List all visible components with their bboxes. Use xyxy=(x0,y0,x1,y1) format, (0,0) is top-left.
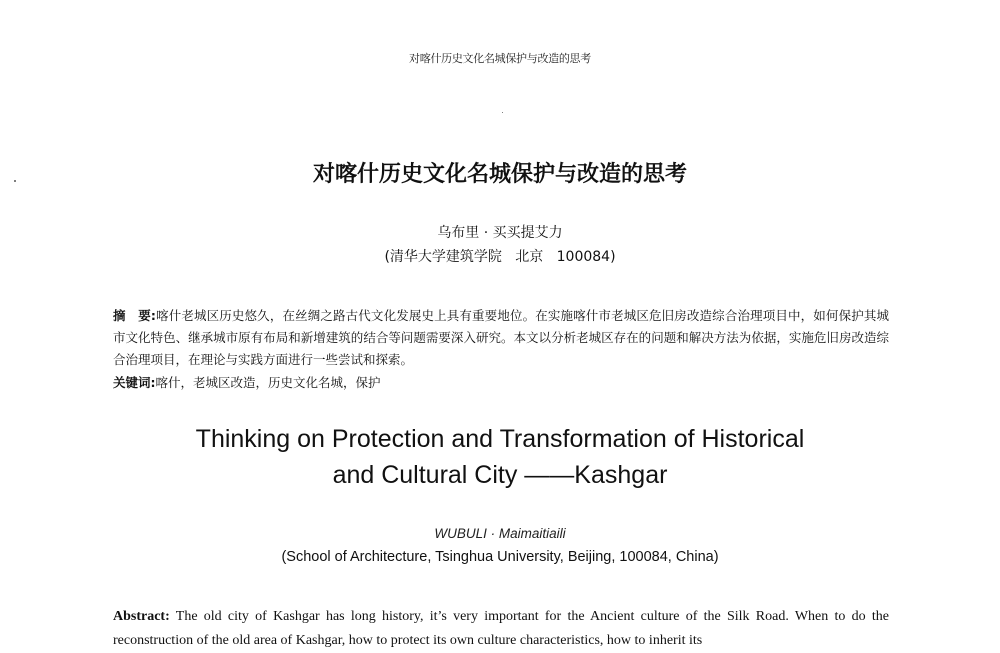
affiliation-cn-institution: 清华大学建筑学院 xyxy=(389,249,502,265)
keywords-cn-text: 喀什，老城区改造，历史文化名城，保护 xyxy=(155,375,381,390)
title-en-line2: and Cultural City ——Kashgar xyxy=(332,461,668,489)
abstract-en xyxy=(113,605,889,653)
title-en xyxy=(0,421,1000,493)
affiliation-cn xyxy=(0,246,1000,266)
title-en-line1: Thinking on Protection and Transformation of Historical xyxy=(195,425,805,453)
abstract-cn-label: 摘 要: xyxy=(113,308,156,323)
abstract-cn xyxy=(113,305,889,371)
affiliation-en: (School of Architecture, Tsinghua University, Beijing, 100084, China) xyxy=(281,549,719,565)
keywords-cn-label: 关键词: xyxy=(113,375,156,390)
abstract-en-label: Abstract: xyxy=(113,609,170,624)
author-en: WUBULI · Maimaitiaili xyxy=(434,526,566,541)
keywords-cn xyxy=(113,372,889,394)
abstract-en-text: The old city of Kashgar has long history, it’s very important for the Ancient culture of the Silk Road. When to do the reconstruction of the old area of Kashgar, how to protect its own culture characteristics, how to inherit its xyxy=(113,609,890,648)
running-header: 对喀什历史文化名城保护与改造的思考 xyxy=(409,52,591,65)
title-cn: 对喀什历史文化名城保护与改造的思考 xyxy=(312,162,687,187)
affiliation-cn-city: 北京 xyxy=(515,249,544,265)
affiliation-cn-postcode: 100084 xyxy=(556,249,611,265)
author-cn: 乌布里 · 买买提艾力 xyxy=(437,225,563,241)
affiliation-cn-open: ( xyxy=(384,249,390,265)
scan-speck xyxy=(502,112,503,113)
affiliation-cn-close: ) xyxy=(610,249,616,265)
abstract-cn-text: 喀什老城区历史悠久，在丝绸之路古代文化发展史上具有重要地位。在实施喀什市老城区危旧房改造综合治理项目中，如何保护其城市文化特色、继承城市原有布局和新增建筑的结合等问题需要深入研究。本文以分析老城区存在的问题和解决方法为依据，实施危旧房改造综合治理项目，在理论与实践方面进行一些尝试和探索。 xyxy=(113,308,889,367)
